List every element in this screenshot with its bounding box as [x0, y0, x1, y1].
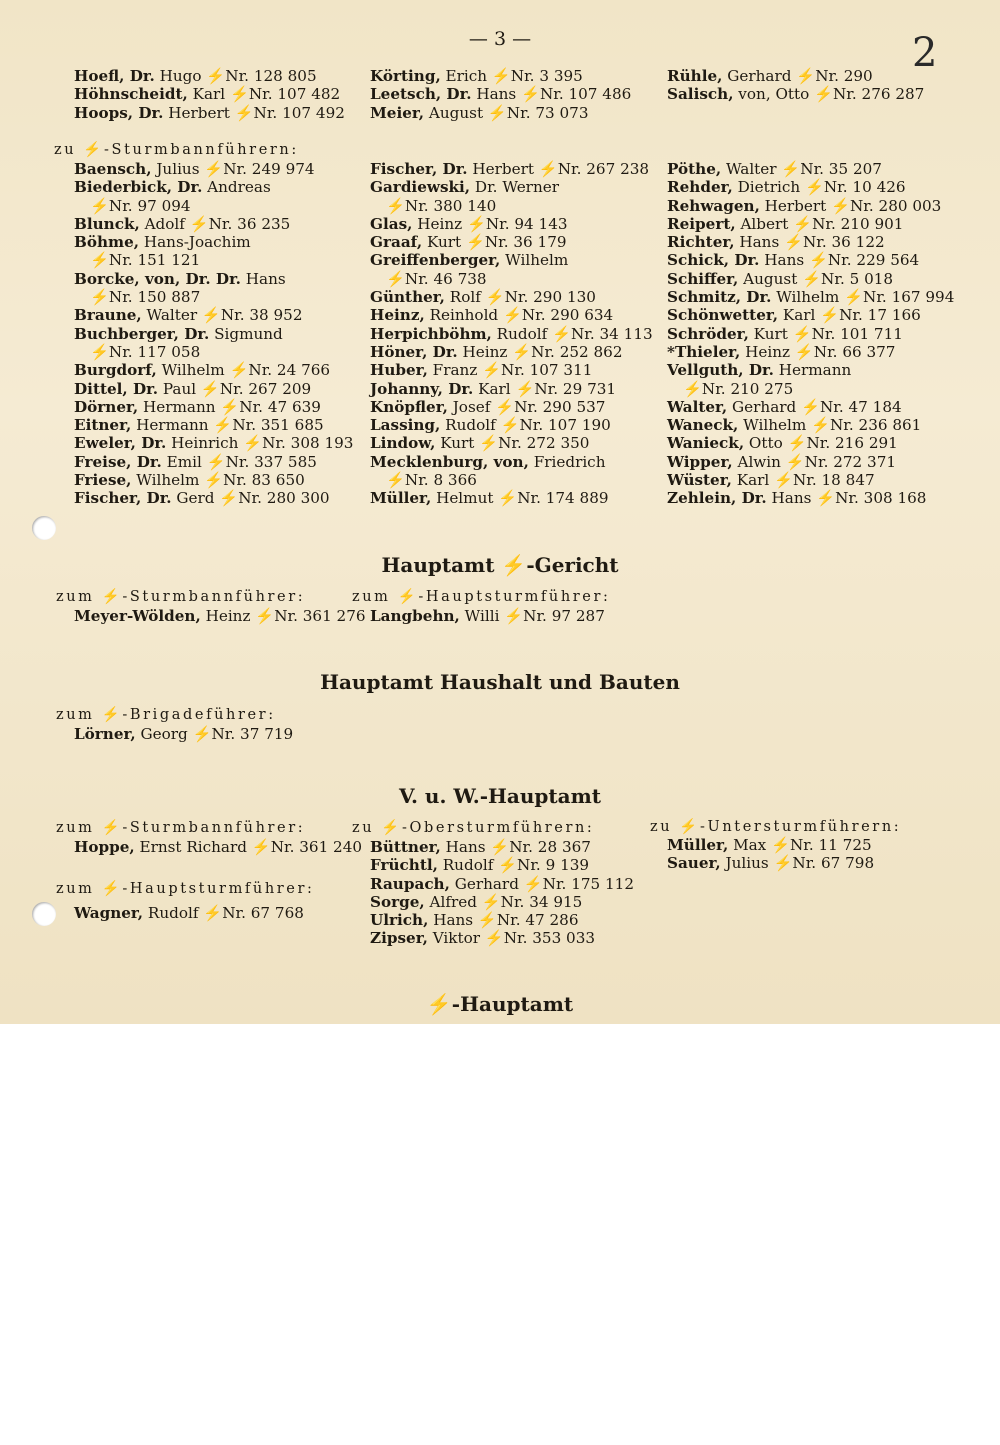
list-entry: [74, 325, 374, 343]
entry-name: Wipper,: [667, 452, 733, 471]
top-column-3: [667, 67, 967, 104]
entry-name: Hoops, Dr.: [74, 103, 164, 122]
entry-name: Graaf,: [370, 233, 423, 252]
entry-continuation: ⚡Nr. 380 140: [386, 196, 497, 215]
entry-detail: Paul ⚡Nr. 267 209: [158, 379, 312, 398]
list-entry: [667, 288, 967, 306]
entry-detail: Julius ⚡Nr. 249 974: [151, 160, 315, 178]
list-entry: [74, 361, 374, 379]
entry-detail: Georg ⚡Nr. 37 719: [135, 725, 294, 743]
vuw-column-3: [667, 836, 967, 873]
section-heading-ss-hauptamt: ⚡-Hauptamt: [426, 992, 574, 1016]
rank-label: zum ⚡-Sturmbannführer:: [56, 820, 306, 836]
entry-detail: Rudolf ⚡Nr. 107 190: [440, 416, 611, 435]
entry-detail: Viktor ⚡Nr. 353 033: [427, 929, 596, 948]
rank-label: zu ⚡-Obersturmführern:: [352, 820, 595, 836]
punch-hole: [32, 516, 56, 540]
list-entry: [74, 85, 374, 103]
list-entry: [74, 725, 374, 743]
entry-name: Lindow,: [370, 434, 436, 453]
entry-name: Müller,: [370, 489, 432, 508]
rank-label: zum ⚡-Sturmbannführer:: [56, 589, 306, 605]
entry-name: Heinz,: [370, 306, 425, 325]
entry-detail: Wilhelm ⚡Nr. 167 994: [771, 288, 955, 307]
haushalt-column-1: [74, 725, 374, 743]
list-entry: [667, 361, 967, 379]
entry-detail: Wilhelm ⚡Nr. 83 650: [131, 471, 305, 490]
list-entry: [667, 398, 967, 416]
entry-name: Meier,: [370, 103, 425, 122]
list-entry: [370, 380, 670, 398]
list-entry: [370, 361, 670, 379]
list-entry: [74, 904, 374, 922]
entry-detail: Heinz ⚡Nr. 94 143: [412, 214, 568, 233]
list-entry: [74, 398, 374, 416]
gericht-column-1: [74, 607, 374, 625]
entry-name: Körting,: [370, 67, 441, 85]
list-entry: [370, 67, 670, 85]
entry-name: Schiffer,: [667, 269, 739, 288]
list-entry: [667, 160, 967, 178]
entry-name: Vellguth, Dr.: [667, 361, 774, 380]
list-entry: [667, 67, 967, 85]
entry-name: Schick, Dr.: [667, 251, 760, 270]
list-entry: [667, 489, 967, 507]
list-entry: [74, 838, 374, 856]
vuw-column-1: [74, 838, 374, 856]
entry-name: Zehlein, Dr.: [667, 489, 767, 508]
list-entry: [667, 434, 967, 452]
entry-name: Schmitz, Dr.: [667, 288, 772, 307]
entry-detail: Wilhelm ⚡Nr. 236 861: [738, 416, 922, 435]
list-entry: [667, 85, 967, 103]
entry-detail: Hans ⚡Nr. 28 367: [440, 838, 591, 856]
entry-detail: Andreas: [202, 178, 271, 197]
entry-name: *Thieler,: [667, 342, 741, 361]
entry-name: Sauer,: [667, 854, 721, 873]
list-entry: [667, 471, 967, 489]
rank-label: zu ⚡-Sturmbannführern:: [54, 142, 299, 158]
list-entry: [667, 854, 967, 872]
list-entry: [667, 270, 967, 288]
entry-name: Mecklenburg, von,: [370, 452, 529, 471]
list-entry: [74, 380, 374, 398]
entry-name: Salisch,: [667, 85, 734, 104]
entry-detail: Hermann ⚡Nr. 351 685: [131, 416, 324, 435]
entry-detail: Heinz ⚡Nr. 66 377: [740, 342, 896, 361]
list-entry: [370, 893, 670, 911]
entry-detail: Heinz ⚡Nr. 361 276: [200, 607, 366, 625]
entry-detail: Hans: [240, 269, 286, 288]
list-entry: [370, 325, 670, 343]
entry-detail: Heinrich ⚡Nr. 308 193: [166, 434, 354, 453]
list-entry: [74, 416, 374, 434]
entry-detail: Hugo ⚡Nr. 128 805: [154, 67, 317, 85]
entry-detail: Rudolf ⚡Nr. 34 113: [491, 324, 653, 343]
entry-detail: Gerhard ⚡Nr. 47 184: [727, 397, 902, 416]
page-number: — 3 —: [468, 28, 532, 50]
list-entry: [667, 325, 967, 343]
entry-continuation: ⚡Nr. 46 738: [386, 269, 487, 288]
entry-detail: Herbert ⚡Nr. 280 003: [759, 196, 942, 215]
list-entry: [370, 160, 670, 178]
entry-detail: Hans ⚡Nr. 36 122: [734, 233, 885, 252]
list-entry: [74, 67, 374, 85]
entry-name: Zipser,: [370, 929, 428, 948]
entry-detail: Julius ⚡Nr. 67 798: [720, 854, 875, 873]
entry-detail: Alfred ⚡Nr. 34 915: [424, 892, 583, 911]
entry-detail: Hans ⚡Nr. 229 564: [759, 251, 920, 270]
entry-detail: Hans ⚡Nr. 47 286: [428, 911, 579, 930]
entry-name: Hoppe,: [74, 838, 135, 856]
rank-label: zum ⚡-Brigadeführer:: [56, 707, 276, 723]
entry-detail: Dr. Werner: [470, 178, 559, 197]
entry-detail: Kurt ⚡Nr. 272 350: [435, 434, 590, 453]
entry-continuation: ⚡Nr. 210 275: [683, 379, 794, 398]
entry-detail: Hermann ⚡Nr. 47 639: [138, 397, 321, 416]
list-entry: [370, 489, 670, 507]
entry-detail: August ⚡Nr. 5 018: [738, 269, 894, 288]
entry-name: Rehder,: [667, 178, 733, 197]
rank-label: zum ⚡-Hauptsturmführer:: [352, 589, 611, 605]
entry-name: Raupach,: [370, 874, 450, 893]
list-entry: [74, 607, 374, 625]
entry-name: Herpichböhm,: [370, 324, 492, 343]
list-entry: [74, 270, 374, 288]
entry-detail: Hans-Joachim: [139, 233, 251, 252]
list-entry: [370, 929, 670, 947]
entry-name: Wagner,: [74, 904, 144, 922]
list-entry: [667, 836, 967, 854]
list-entry: [74, 178, 374, 196]
entry-name: Wanieck,: [667, 434, 745, 453]
entry-detail: Karl ⚡Nr. 17 166: [778, 306, 921, 325]
list-entry: [370, 288, 670, 306]
entry-name: Johanny, Dr.: [370, 379, 474, 398]
entry-detail: Walter ⚡Nr. 38 952: [141, 306, 303, 325]
list-entry: [667, 251, 967, 269]
entry-detail: Karl ⚡Nr. 107 482: [187, 85, 341, 104]
entry-continuation: ⚡Nr. 117 058: [90, 342, 201, 361]
entry-name: Braune,: [74, 306, 142, 325]
entry-name: Rühle,: [667, 67, 723, 85]
entry-detail: Walter ⚡Nr. 35 207: [721, 160, 882, 178]
list-entry: [370, 434, 670, 452]
entry-detail: Albert ⚡Nr. 210 901: [735, 214, 904, 233]
list-entry: [74, 453, 374, 471]
entry-name: Langbehn,: [370, 607, 460, 625]
list-entry: [370, 251, 670, 269]
entry-name: Borcke, von, Dr. Dr.: [74, 269, 241, 288]
top-column-2: [370, 67, 670, 122]
entry-name: Wüster,: [667, 471, 732, 490]
rank-label: zu ⚡-Untersturmführern:: [650, 819, 902, 835]
entry-detail: Rolf ⚡Nr. 290 130: [444, 288, 596, 307]
entry-detail: Wilhelm: [500, 251, 569, 270]
section-heading-haushalt: Hauptamt Haushalt und Bauten: [320, 670, 680, 694]
entry-detail: Gerd ⚡Nr. 280 300: [171, 489, 330, 508]
entry-name: Blunck,: [74, 214, 140, 233]
entry-name: Freise, Dr.: [74, 452, 162, 471]
entry-detail: Erich ⚡Nr. 3 395: [440, 67, 583, 85]
list-entry: [667, 343, 967, 361]
entry-name: Früchtl,: [370, 856, 438, 875]
list-entry: [370, 343, 670, 361]
list-entry: [370, 233, 670, 251]
entry-name: Richter,: [667, 233, 735, 252]
list-entry: [74, 233, 374, 251]
entry-name: Büttner,: [370, 838, 441, 856]
entry-detail: Alwin ⚡Nr. 272 371: [732, 452, 897, 471]
entry-name: Eweler, Dr.: [74, 434, 167, 453]
entry-name: Fischer, Dr.: [74, 489, 172, 508]
list-entry: [370, 306, 670, 324]
sturmbann-column-1: [74, 160, 374, 508]
list-entry: [370, 85, 670, 103]
entry-name: Lassing,: [370, 416, 441, 435]
vuw-column-1b: [74, 904, 374, 922]
entry-name: Walter,: [667, 397, 728, 416]
entry-name: Fischer, Dr.: [370, 160, 468, 178]
entry-name: Friese,: [74, 471, 132, 490]
entry-name: Reipert,: [667, 214, 736, 233]
entry-name: Glas,: [370, 214, 413, 233]
entry-detail: Gerhard ⚡Nr. 175 112: [449, 874, 634, 893]
entry-detail: Kurt ⚡Nr. 36 179: [422, 233, 567, 252]
list-entry: [370, 911, 670, 929]
entry-name: Huber,: [370, 361, 428, 380]
entry-name: Buchberger, Dr.: [74, 324, 210, 343]
entry-detail: Otto ⚡Nr. 216 291: [744, 434, 898, 453]
entry-name: Günther,: [370, 288, 445, 307]
entry-detail: Heinz ⚡Nr. 252 862: [457, 342, 623, 361]
entry-detail: Karl ⚡Nr. 29 731: [473, 379, 617, 398]
list-entry: [370, 215, 670, 233]
entry-detail: Franz ⚡Nr. 107 311: [427, 361, 593, 380]
sturmbann-column-3: [667, 160, 967, 508]
entry-detail: Willi ⚡Nr. 97 287: [459, 607, 605, 625]
list-entry: [74, 489, 374, 507]
list-entry: [74, 306, 374, 324]
entry-detail: Rudolf ⚡Nr. 9 139: [437, 856, 590, 875]
entry-detail: Emil ⚡Nr. 337 585: [161, 452, 317, 471]
top-column-1: [74, 67, 374, 122]
entry-detail: Herbert ⚡Nr. 107 492: [163, 103, 345, 122]
entry-name: Burgdorf,: [74, 361, 157, 380]
entry-detail: Hans ⚡Nr. 107 486: [471, 85, 632, 104]
entry-name: Höhnscheidt,: [74, 85, 188, 104]
entry-name: Ulrich,: [370, 911, 429, 930]
list-entry: [370, 453, 670, 471]
entry-name: Dittel, Dr.: [74, 379, 159, 398]
entry-detail: Helmut ⚡Nr. 174 889: [431, 489, 609, 508]
vuw-column-2: [370, 838, 670, 948]
entry-detail: Kurt ⚡Nr. 101 711: [748, 324, 903, 343]
gericht-column-2: [370, 607, 670, 625]
entry-name: Biederbick, Dr.: [74, 178, 203, 197]
entry-detail: Max ⚡Nr. 11 725: [728, 836, 872, 854]
sheet-number: 2: [912, 30, 938, 76]
entry-name: Hoefl, Dr.: [74, 67, 155, 85]
entry-continuation: ⚡Nr. 8 366: [386, 471, 477, 490]
entry-name: Greiffenberger,: [370, 251, 501, 270]
entry-name: Knöpfler,: [370, 397, 448, 416]
list-entry: [667, 233, 967, 251]
entry-detail: Herbert ⚡Nr. 267 238: [467, 160, 650, 178]
rank-label: zum ⚡-Hauptsturmführer:: [56, 881, 315, 897]
list-entry: [370, 178, 670, 196]
entry-detail: Ernst Richard ⚡Nr. 361 240: [134, 838, 363, 856]
list-entry: [74, 215, 374, 233]
entry-detail: Hans ⚡Nr. 308 168: [766, 489, 927, 508]
list-entry: [667, 215, 967, 233]
list-entry: [370, 838, 670, 856]
entry-name: Gardiewski,: [370, 178, 471, 197]
list-entry: [74, 434, 374, 452]
entry-continuation: ⚡Nr. 150 887: [90, 288, 201, 307]
list-entry: [667, 178, 967, 196]
entry-name: Schönwetter,: [667, 306, 779, 325]
list-entry: [370, 607, 670, 625]
entry-detail: August ⚡Nr. 73 073: [424, 103, 589, 122]
list-entry: [667, 197, 967, 215]
entry-detail: Karl ⚡Nr. 18 847: [731, 471, 875, 490]
entry-name: Baensch,: [74, 160, 152, 178]
entry-continuation: ⚡Nr. 151 121: [90, 251, 201, 270]
entry-detail: Rudolf ⚡Nr. 67 768: [143, 904, 304, 922]
entry-name: Dörner,: [74, 397, 139, 416]
punch-hole: [32, 902, 56, 926]
entry-detail: Hermann: [773, 361, 852, 380]
entry-name: Müller,: [667, 836, 729, 854]
entry-detail: Dietrich ⚡Nr. 10 426: [732, 178, 906, 197]
list-entry: [370, 398, 670, 416]
entry-name: Höner, Dr.: [370, 342, 458, 361]
list-entry: [667, 306, 967, 324]
list-entry: [370, 416, 670, 434]
entry-name: Eitner,: [74, 416, 132, 435]
entry-name: Meyer-Wölden,: [74, 607, 201, 625]
list-entry: [370, 104, 670, 122]
entry-name: Schröder,: [667, 324, 749, 343]
entry-name: Böhme,: [74, 233, 140, 252]
list-entry: [74, 104, 374, 122]
entry-continuation: ⚡Nr. 97 094: [90, 196, 191, 215]
list-entry: [667, 416, 967, 434]
sturmbann-column-2: [370, 160, 670, 508]
entry-name: Rehwagen,: [667, 196, 760, 215]
entry-detail: Adolf ⚡Nr. 36 235: [139, 214, 291, 233]
list-entry: [667, 453, 967, 471]
list-entry: [74, 160, 374, 178]
entry-detail: Friedrich: [528, 452, 606, 471]
entry-detail: Reinhold ⚡Nr. 290 634: [424, 306, 614, 325]
entry-name: Lörner,: [74, 725, 136, 743]
entry-detail: Wilhelm ⚡Nr. 24 766: [156, 361, 331, 380]
entry-name: Pöthe,: [667, 160, 722, 178]
entry-name: Leetsch, Dr.: [370, 85, 472, 104]
entry-detail: Gerhard ⚡Nr. 290: [722, 67, 873, 85]
list-entry: [74, 471, 374, 489]
entry-detail: Sigmund: [209, 324, 283, 343]
section-heading-gericht: Hauptamt ⚡-Gericht: [381, 553, 619, 577]
entry-detail: von, Otto ⚡Nr. 276 287: [733, 85, 925, 104]
entry-name: Waneck,: [667, 416, 739, 435]
entry-name: Sorge,: [370, 892, 425, 911]
list-entry: [370, 856, 670, 874]
list-entry: [370, 875, 670, 893]
section-heading-vuw: V. u. W.-Hauptamt: [398, 784, 601, 808]
entry-detail: Josef ⚡Nr. 290 537: [447, 397, 606, 416]
